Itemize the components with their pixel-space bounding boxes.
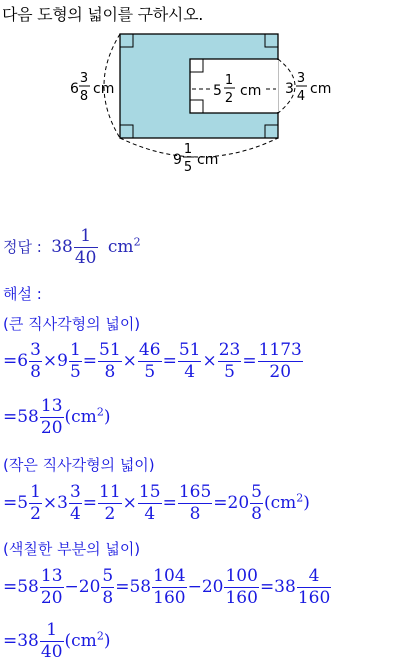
svg-text:1: 1 bbox=[224, 73, 234, 88]
big-rect-heading: (큰 직사각형의 넓이) bbox=[3, 315, 141, 333]
big-rect-equation: =6 $\frac{3}{8}$ ×9 $\frac{1}{5}$ = $\frac{51}{8}$ × $\frac{46}{5}$ = $\frac{51}{4}$ × $\frac{23}{5}$ = $\frac{1173}{20}$ bbox=[3, 340, 302, 382]
svg-text:9: 9 bbox=[173, 152, 182, 168]
shaded-heading: (색칠한 부분의 넓이) bbox=[3, 540, 141, 558]
bottom-measure-label bbox=[173, 142, 218, 175]
small-rect-equation: =5 $\frac{1}{2}$ ×3 $\frac{3}{4}$ = $\frac{11}{2}$ × $\frac{15}{4}$ = $\frac{165}{8}$ =20 $\frac{5}{8}$ $(cm^2)$ bbox=[3, 482, 310, 524]
question-text: 다음 도형의 넓이를 구하시오. bbox=[2, 5, 204, 24]
svg-text:3: 3 bbox=[285, 81, 294, 97]
svg-text:cm: cm bbox=[93, 81, 115, 97]
svg-text:6: 6 bbox=[70, 81, 79, 97]
svg-text:2: 2 bbox=[224, 91, 234, 106]
svg-text:5: 5 bbox=[183, 160, 193, 175]
svg-text:3: 3 bbox=[79, 71, 89, 86]
figure bbox=[0, 0, 400, 200]
shaded-equation: =58 $\frac{13}{20}$ −20 $\frac{5}{8}$ =58 $\frac{104}{160}$ −20 $\frac{100}{160}$ =38 $\frac{4}{160}$ bbox=[3, 566, 331, 608]
svg-text:cm: cm bbox=[240, 83, 262, 99]
svg-text:cm: cm bbox=[310, 81, 332, 97]
big-rect-result: =58 $\frac{13}{20}$ $(cm^2)$ bbox=[3, 396, 111, 438]
shaded-result: =38 $\frac{1}{40}$ $(cm^2)$ bbox=[3, 620, 111, 662]
right-measure-label bbox=[285, 71, 331, 104]
svg-text:3: 3 bbox=[296, 71, 306, 86]
svg-text:cm: cm bbox=[197, 152, 219, 168]
small-rect-heading: (작은 직사각형의 넓이) bbox=[3, 456, 155, 474]
solution-label: 해설 : bbox=[3, 285, 42, 303]
left-measure-label bbox=[70, 71, 114, 104]
answer-label: 정답 : bbox=[3, 238, 42, 256]
svg-text:8: 8 bbox=[79, 89, 89, 104]
svg-text:5: 5 bbox=[213, 83, 222, 99]
svg-text:4: 4 bbox=[296, 89, 306, 104]
svg-text:1: 1 bbox=[183, 142, 193, 157]
answer-line: 정답 : 38 $\frac{1}{40}$ $cm^2$ bbox=[3, 226, 141, 268]
